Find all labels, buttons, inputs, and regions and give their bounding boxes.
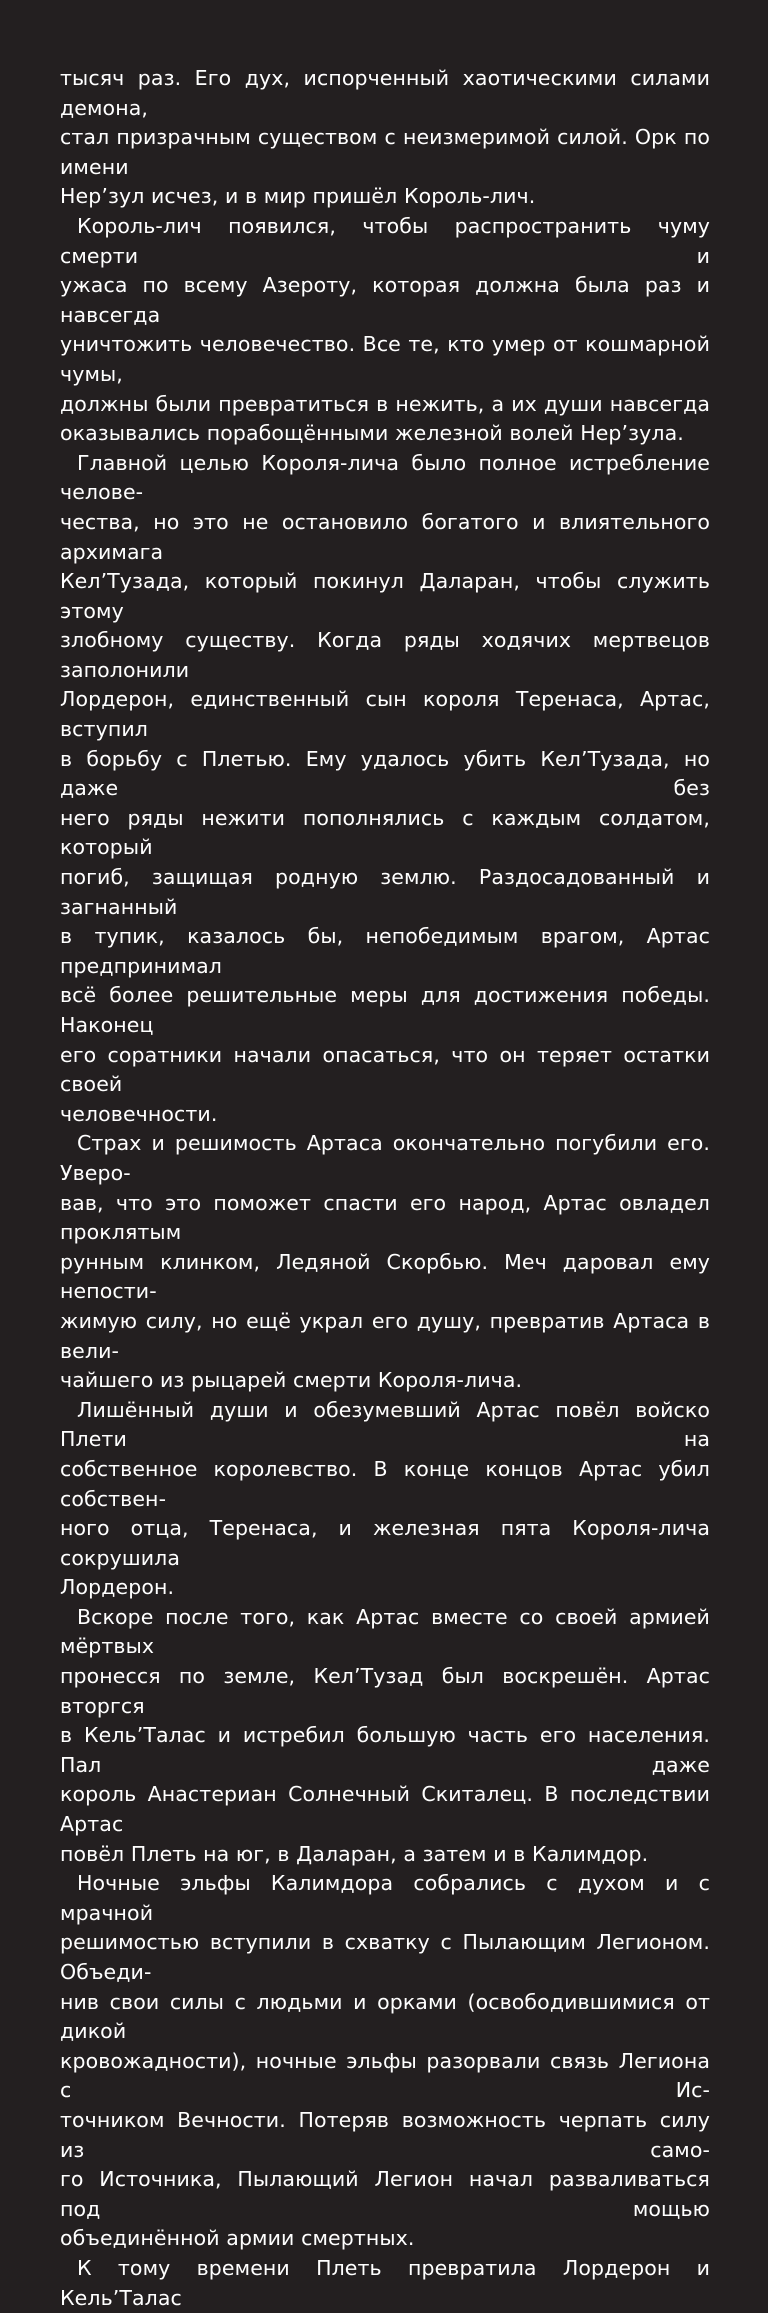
text-line: злобному существу. Когда ряды ходячих мертвецов заполонили [60, 628, 710, 682]
text-line: король Анастериан Солнечный Скиталец. В последствии Артас [60, 1782, 710, 1837]
text-line: рунным клинком, Ледяной Скорбью. Меч даровал ему непости- [60, 1249, 710, 1304]
text-line: ужаса по всему Азероту, которая должна была раз и навсегда [60, 273, 710, 327]
text-line: погиб, защищая родную землю. Раздосадованный и загнанный [60, 865, 710, 919]
text-line: объединённой армии смертных. [60, 2226, 415, 2251]
text-line: в Кель’Талас и истребил большую часть его населения. Пал даже [60, 1723, 710, 1777]
text-line: в тупик, казалось бы, непобедимым врагом, Артас предпринимал [60, 924, 710, 978]
text-line: вав, что это поможет спасти его народ, Артас овладел проклятым [60, 1190, 710, 1245]
text-line: Ночные эльфы Калимдора собрались с духом и с мрачной [60, 1871, 710, 1925]
text-line: него ряды нежити пополнялись с каждым солдатом, который [60, 805, 710, 860]
text-line: его соратники начали опасаться, что он теряет остатки своей [60, 1042, 710, 1097]
text-line: Лордерон, единственный сын короля Теренаса, Артас, вступил [60, 687, 710, 742]
text-line: должны были превратиться в нежить, а их души навсегда [60, 391, 710, 416]
text-line: Нер’зул исчез, и в мир пришёл Король-лич. [60, 184, 536, 209]
text-line: К тому времени Плеть превратила Лордерон и Кель’Талас [60, 2255, 710, 2310]
text-line: решимостью вступили в схватку с Пылающим Легионом. Объеди- [60, 1930, 710, 1984]
text-line: Кел’Тузада, который покинул Даларан, чтобы служить этому [60, 569, 710, 623]
text-line: человечности. [60, 1101, 218, 1126]
text-line: тысяч раз. Его дух, испорченный хаотическими силами демона, [60, 66, 710, 120]
text-line: чества, но это не остановило богатого и влиятельного архимага [60, 509, 710, 564]
text-line: Король-лич появился, чтобы распространить чуму смерти и [60, 213, 710, 268]
book-page-text [60, 64, 710, 2313]
text-line: оказывались порабощёнными железной волей Нер’зула. [60, 421, 684, 446]
text-line: всё более решительные меры для достижения победы. Наконец [60, 983, 710, 1037]
text-line: стал призрачным существом с неизмеримой силой. Орк по имени [60, 125, 710, 179]
text-line: Главной целью Короля-лича было полное истребление челове- [60, 450, 710, 505]
text-line: чайшего из рыцарей смерти Короля-лича. [60, 1368, 523, 1393]
text-line: Лишённый души и обезумевший Артас повёл войско Плети на [60, 1397, 710, 1452]
text-line: уничтожить человечество. Все те, кто умер от кошмарной чумы, [60, 332, 710, 386]
text-line: Вскоре после того, как Артас вместе со своей армией мёртвых [60, 1604, 710, 1659]
text-line: пронесся по земле, Кел’Тузад был воскрешён. Артас вторгся [60, 1664, 710, 1718]
text-line: ного отца, Теренаса, и железная пята Короля-лича сокрушила [60, 1516, 710, 1570]
text-line: повёл Плеть на юг, в Даларан, а затем и в Калимдор. [60, 1841, 649, 1866]
text-line: Страх и решимость Артаса окончательно погубили его. Уверо- [60, 1131, 710, 1185]
text-line: кровожадности), ночные эльфы разорвали связь Легиона с Ис- [60, 2048, 710, 2103]
text-line: точником Вечности. Потеряв возможность черпать силу из само- [60, 2107, 710, 2162]
text-line: го Источника, Пылающий Легион начал разваливаться под мощью [60, 2167, 710, 2221]
text-line: в борьбу с Плетью. Ему удалось убить Кел’Тузада, но даже без [60, 746, 710, 801]
text-line: жимую силу, но ещё украл его душу, превратив Артаса в вели- [60, 1308, 710, 1363]
text-line: Лордерон. [60, 1575, 175, 1600]
text-line: нив свои силы с людьми и орками (освободившимися от дикой [60, 1989, 710, 2044]
text-line: собственное королевство. В конце концов Артас убил собствен- [60, 1456, 710, 1511]
